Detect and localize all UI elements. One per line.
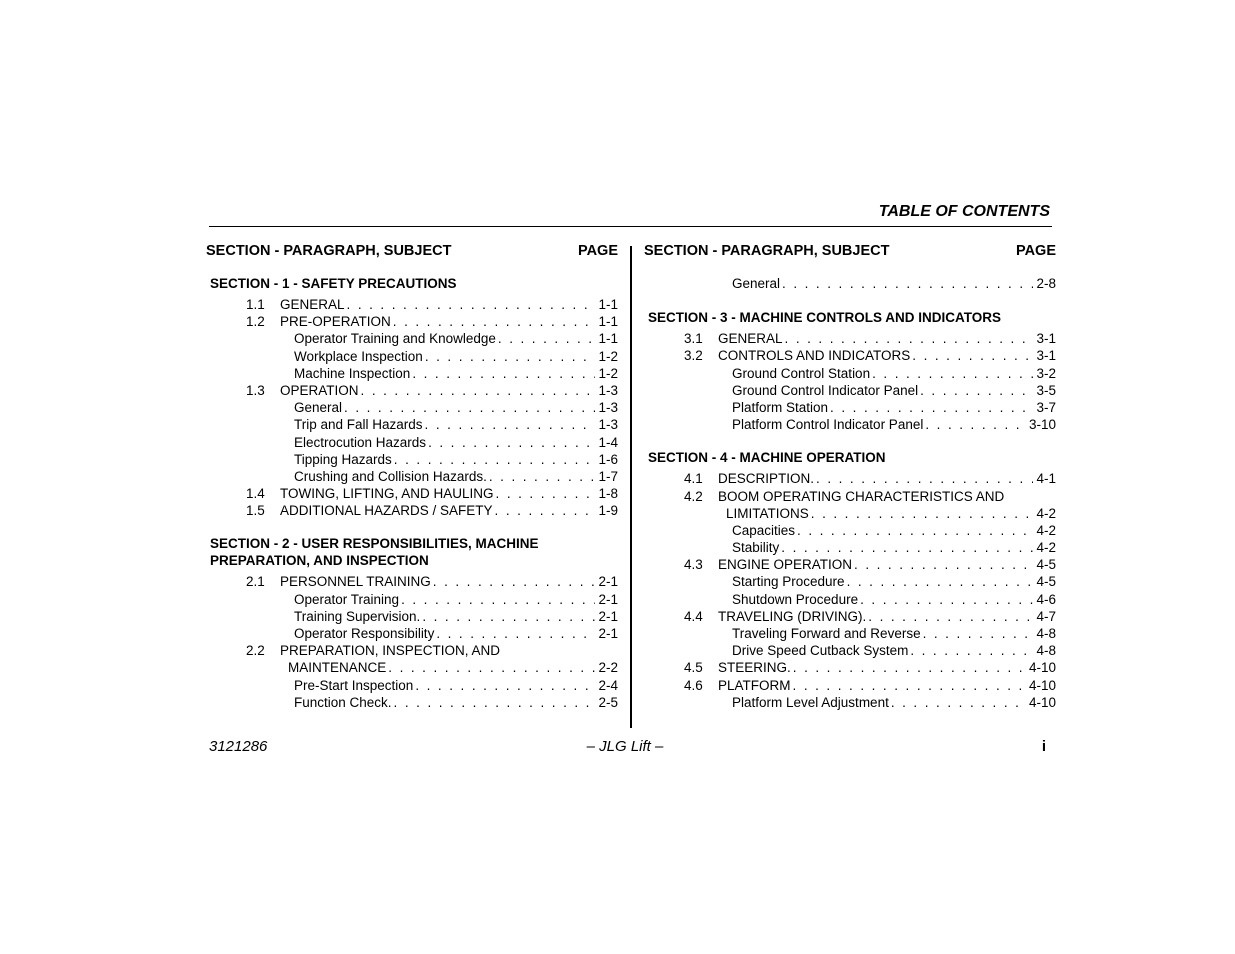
leader-dots xyxy=(415,677,595,694)
leader-dots xyxy=(412,365,595,382)
leader-dots xyxy=(854,556,1033,573)
toc-entry-page: 1-8 xyxy=(598,486,618,502)
toc-subentry[interactable] xyxy=(206,416,618,433)
toc-entry-title: Drive Speed Cutback System xyxy=(732,643,909,659)
toc-subentry[interactable] xyxy=(206,399,618,416)
leader-dots xyxy=(793,677,1026,694)
toc-entry-number: 1.3 xyxy=(246,382,265,398)
toc-entry[interactable] xyxy=(206,485,618,502)
toc-subentry[interactable] xyxy=(644,539,1056,556)
toc-entry-title: PREPARATION, INSPECTION, AND xyxy=(280,643,501,659)
toc-entry-title: ENGINE OPERATION xyxy=(718,557,853,573)
toc-entry-title: BOOM OPERATING CHARACTERISTICS AND xyxy=(718,488,1005,504)
toc-entry-number: 4.3 xyxy=(684,557,703,573)
toc-entry-page: 2-5 xyxy=(598,694,618,710)
toc-entry-number: 4.4 xyxy=(684,608,703,624)
toc-entry-page: 1-1 xyxy=(598,314,618,330)
header-rule xyxy=(209,226,1052,227)
leader-dots xyxy=(347,296,596,313)
leader-dots xyxy=(912,347,1033,364)
toc-entry-title: Shutdown Procedure xyxy=(732,591,859,607)
toc-entry[interactable] xyxy=(644,659,1056,676)
toc-entry-page: 2-1 xyxy=(598,608,618,624)
leader-dots xyxy=(496,485,596,502)
column-header xyxy=(644,243,1056,263)
toc-entry-page: 1-9 xyxy=(598,503,618,519)
toc-entry-page: 2-1 xyxy=(598,626,618,641)
toc-entry-title: Platform Level Adjustment xyxy=(732,694,889,710)
leader-dots xyxy=(793,659,1026,676)
toc-entry-title: Starting Procedure xyxy=(732,574,845,590)
toc-entry-page: 2-2 xyxy=(598,660,618,676)
toc-entry[interactable] xyxy=(644,470,1056,487)
toc-entry-title: Training Supervision. xyxy=(294,608,421,624)
toc-subentry[interactable] xyxy=(206,451,618,468)
toc-subentry[interactable] xyxy=(206,608,618,625)
toc-entry-page: 3-5 xyxy=(1036,382,1056,398)
toc-subentry[interactable] xyxy=(206,468,618,485)
toc-entry-number: 1.2 xyxy=(246,314,265,330)
footer-page-number: i xyxy=(1041,738,1046,755)
toc-entry[interactable] xyxy=(644,677,1056,694)
toc-subentry[interactable] xyxy=(644,522,1056,539)
toc-entry-title: MAINTENANCE xyxy=(288,660,387,676)
toc-subentry[interactable] xyxy=(206,677,618,694)
leader-dots xyxy=(920,382,1033,399)
toc-subentry[interactable] xyxy=(644,591,1056,608)
leader-dots xyxy=(830,399,1033,416)
toc-entry-title: Operator Training and Knowledge xyxy=(294,331,496,347)
toc-subentry[interactable] xyxy=(644,416,1056,433)
leader-dots xyxy=(388,659,595,676)
toc-entry-title: Traveling Forward and Reverse xyxy=(732,626,921,641)
leader-dots xyxy=(428,434,595,451)
toc-entry-page: 4-5 xyxy=(1036,574,1056,590)
toc-subentry[interactable] xyxy=(206,365,618,382)
toc-entry-page: 1-7 xyxy=(598,468,618,484)
toc-entry-page: 1-2 xyxy=(598,365,618,381)
toc-entry-number: 1.5 xyxy=(246,503,265,519)
toc-entry-page: 3-2 xyxy=(1036,365,1056,381)
toc-entry-title: Tipping Hazards xyxy=(294,451,392,467)
toc-entry-page: 4-2 xyxy=(1036,522,1056,538)
toc-subentry[interactable] xyxy=(644,382,1056,399)
leader-dots xyxy=(361,382,596,399)
toc-entry-page: 4-8 xyxy=(1036,643,1056,659)
toc-subentry[interactable] xyxy=(206,434,618,451)
toc-entry-page: 1-3 xyxy=(598,400,618,416)
leader-dots xyxy=(860,591,1033,608)
toc-right-column xyxy=(644,243,1056,711)
toc-entry-page: 4-10 xyxy=(1028,660,1056,676)
column-header-page: PAGE xyxy=(1015,243,1056,259)
toc-entry[interactable] xyxy=(644,556,1056,573)
toc-entry-page: 2-8 xyxy=(1036,276,1056,291)
toc-entry-title: GENERAL xyxy=(280,297,345,312)
column-header xyxy=(206,243,618,263)
toc-entry-page: 4-1 xyxy=(1036,471,1056,487)
toc-left-column xyxy=(206,243,618,711)
toc-entry-title: Trip and Fall Hazards xyxy=(294,417,423,433)
toc-entry-page: 4-6 xyxy=(1036,591,1056,607)
toc-entry-number: 2.1 xyxy=(246,574,265,590)
toc-entry[interactable] xyxy=(206,642,618,659)
toc-entry-title: CONTROLS AND INDICATORS xyxy=(718,348,911,364)
toc-entry-title: Pre-Start Inspection xyxy=(294,677,414,693)
toc-entry-title: Ground Control Station xyxy=(732,365,871,381)
leader-dots xyxy=(847,573,1034,590)
toc-entry-page: 1-6 xyxy=(598,451,618,467)
toc-subentry[interactable] xyxy=(644,275,1056,292)
leader-dots xyxy=(401,591,595,608)
toc-entry-title: Workplace Inspection xyxy=(294,348,423,364)
toc-entry-page: 3-1 xyxy=(1036,331,1056,347)
toc-entry-number: 4.6 xyxy=(684,677,703,693)
toc-entry-page: 3-7 xyxy=(1036,399,1056,415)
toc-entry-page: 1-3 xyxy=(598,382,618,398)
toc-entry-page: 4-8 xyxy=(1036,626,1056,641)
toc-entry[interactable] xyxy=(206,382,618,399)
toc-entry-page: 4-10 xyxy=(1028,694,1056,710)
leader-dots xyxy=(436,625,595,642)
toc-subentry[interactable] xyxy=(644,365,1056,382)
toc-entry-number: 3.2 xyxy=(684,348,703,364)
toc-entry-page: 1-4 xyxy=(598,434,618,450)
toc-entry-title: Operator Responsibility xyxy=(294,626,435,641)
leader-dots xyxy=(425,348,596,365)
toc-entry-page: 3-1 xyxy=(1036,348,1056,364)
toc-entry-title: Electrocution Hazards xyxy=(294,434,427,450)
toc-entry-title: Stability xyxy=(732,540,780,556)
toc-entry-title: TRAVELING (DRIVING). xyxy=(718,608,867,624)
toc-entry[interactable] xyxy=(644,330,1056,347)
toc-entry-page: 4-10 xyxy=(1028,677,1056,693)
toc-subentry[interactable] xyxy=(206,694,618,711)
toc-entry-title: STEERING. xyxy=(718,660,791,676)
toc-entry-title: General xyxy=(732,276,781,291)
leader-dots xyxy=(868,608,1033,625)
toc-entry-title: LIMITATIONS xyxy=(726,505,809,521)
toc-entry-title: Platform Control Indicator Panel xyxy=(732,417,924,433)
leader-dots xyxy=(782,275,1033,292)
toc-entry-page: 3-10 xyxy=(1028,417,1056,433)
leader-dots xyxy=(433,573,596,590)
toc-subentry[interactable] xyxy=(206,591,618,608)
toc-entry[interactable] xyxy=(644,608,1056,625)
leader-dots xyxy=(495,502,596,519)
toc-subentry[interactable] xyxy=(644,625,1056,642)
leader-dots xyxy=(781,539,1033,556)
toc-entry-number: 4.1 xyxy=(684,471,703,487)
leader-dots xyxy=(785,330,1034,347)
toc-entry-page: 2-1 xyxy=(598,591,618,607)
leader-dots xyxy=(489,468,596,485)
section-title: PREPARATION, AND INSPECTION xyxy=(210,553,429,569)
column-header-subject: SECTION - PARAGRAPH, SUBJECT xyxy=(206,243,452,259)
toc-entry-number: 1.1 xyxy=(246,297,265,312)
toc-entry-page: 4-5 xyxy=(1036,557,1056,573)
leader-dots xyxy=(394,451,596,468)
toc-entry-title: Operator Training xyxy=(294,591,400,607)
section-title: SECTION - 2 - USER RESPONSIBILITIES, MACHINE xyxy=(210,536,539,552)
footer-brand: – JLG Lift – xyxy=(586,738,664,755)
column-divider xyxy=(630,246,632,728)
toc-entry-number: 4.2 xyxy=(684,488,703,504)
toc-entry-title: Capacities xyxy=(732,522,796,538)
toc-entry-page: 4-7 xyxy=(1036,608,1056,624)
toc-entry-number: 3.1 xyxy=(684,331,703,347)
footer-document-number: 3121286 xyxy=(209,738,268,755)
toc-entry-title: PLATFORM xyxy=(718,677,791,693)
section-title: SECTION - 3 - MACHINE CONTROLS AND INDICATORS xyxy=(648,310,1002,326)
toc-entry-continuation[interactable] xyxy=(206,659,618,676)
toc-entry-title: Function Check. xyxy=(294,694,392,710)
column-header-page: PAGE xyxy=(577,243,618,259)
leader-dots xyxy=(425,416,596,433)
leader-dots xyxy=(816,470,1033,487)
toc-entry-title: ADDITIONAL HAZARDS / SAFETY xyxy=(280,503,493,519)
leader-dots xyxy=(923,625,1034,642)
toc-entry-title: General xyxy=(294,400,343,416)
toc-entry-title: Ground Control Indicator Panel xyxy=(732,382,919,398)
toc-entry-title: PRE-OPERATION xyxy=(280,314,391,330)
leader-dots xyxy=(344,399,595,416)
toc-entry-page: 4-2 xyxy=(1036,505,1056,521)
toc-entry-title: Crushing and Collision Hazards. xyxy=(294,468,487,484)
toc-entry-title: Machine Inspection xyxy=(294,365,411,381)
leader-dots xyxy=(925,416,1026,433)
toc-entry-title: Platform Station xyxy=(732,399,829,415)
leader-dots xyxy=(811,505,1034,522)
toc-subentry[interactable] xyxy=(644,642,1056,659)
leader-dots xyxy=(422,608,595,625)
toc-entry-page: 1-1 xyxy=(598,331,618,347)
toc-entry-title: GENERAL xyxy=(718,331,783,347)
column-header-subject: SECTION - PARAGRAPH, SUBJECT xyxy=(644,243,890,259)
toc-entry-page: 1-1 xyxy=(598,297,618,312)
toc-entry-page: 1-3 xyxy=(598,417,618,433)
toc-subentry[interactable] xyxy=(206,330,618,347)
toc-entry[interactable] xyxy=(644,347,1056,364)
section-title: SECTION - 4 - MACHINE OPERATION xyxy=(648,450,886,466)
page-title: TABLE OF CONTENTS xyxy=(878,203,1050,220)
toc-subentry[interactable] xyxy=(206,625,618,642)
toc-entry-number: 4.5 xyxy=(684,660,703,676)
leader-dots xyxy=(872,365,1033,382)
section-title: SECTION - 1 - SAFETY PRECAUTIONS xyxy=(210,276,457,291)
toc-entry[interactable] xyxy=(644,488,1056,505)
leader-dots xyxy=(891,694,1026,711)
toc-entry-page: 1-2 xyxy=(598,348,618,364)
toc-subentry[interactable] xyxy=(644,573,1056,590)
toc-entry[interactable] xyxy=(206,313,618,330)
leader-dots xyxy=(394,694,596,711)
toc-entry-title: OPERATION xyxy=(280,382,359,398)
toc-entry-number: 1.4 xyxy=(246,486,265,502)
toc-entry[interactable] xyxy=(206,502,618,519)
toc-subentry[interactable] xyxy=(644,694,1056,711)
toc-entry-continuation[interactable] xyxy=(644,505,1056,522)
leader-dots xyxy=(393,313,596,330)
toc-entry-page: 2-4 xyxy=(598,677,618,693)
toc-entry-page: 4-2 xyxy=(1036,540,1056,556)
toc-entry-title: DESCRIPTION. xyxy=(718,471,815,487)
toc-entry-title: TOWING, LIFTING, AND HAULING xyxy=(280,486,494,502)
leader-dots xyxy=(797,522,1033,539)
leader-dots xyxy=(910,642,1033,659)
toc-entry[interactable] xyxy=(206,573,618,590)
toc-entry-number: 2.2 xyxy=(246,643,265,659)
toc-entry-title: PERSONNEL TRAINING xyxy=(280,574,431,590)
toc-subentry[interactable] xyxy=(206,348,618,365)
leader-dots xyxy=(498,330,596,347)
toc-entry[interactable] xyxy=(206,296,618,313)
toc-subentry[interactable] xyxy=(644,399,1056,416)
toc-entry-page: 2-1 xyxy=(598,574,618,590)
